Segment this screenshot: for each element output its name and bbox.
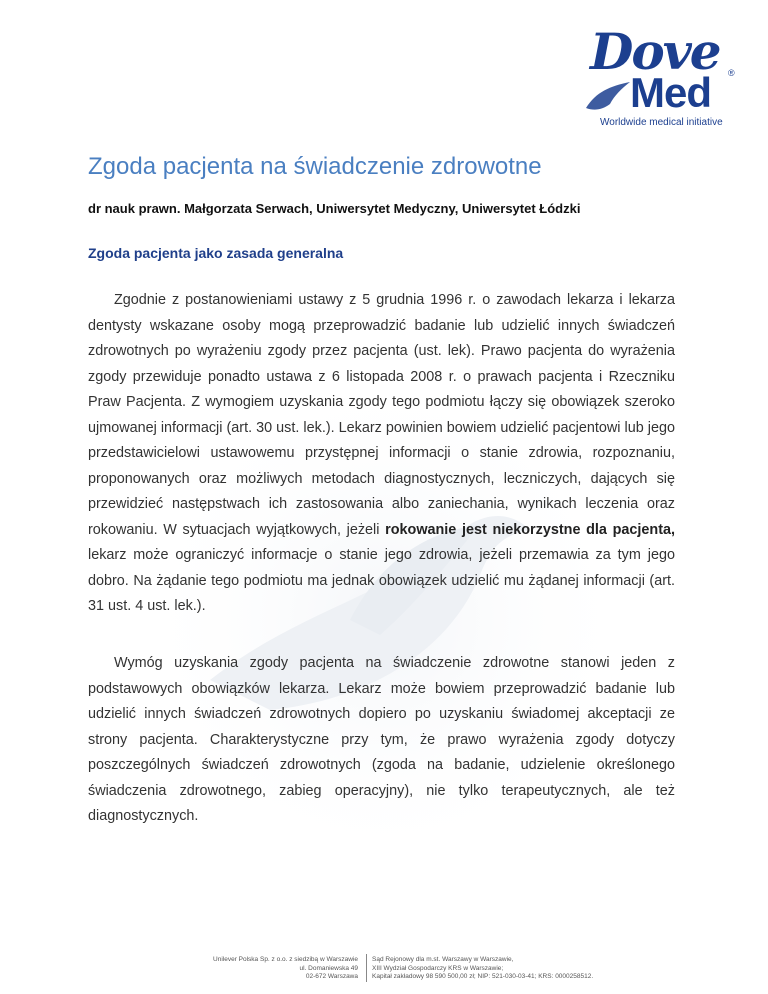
logo-tagline: Worldwide medical initiative <box>600 117 723 128</box>
paragraph-1-bold-text: rokowanie jest niekorzystne dla pacjenta, <box>385 521 675 538</box>
document-title: Zgoda pacjenta na świadczenie zdrowotne <box>88 153 542 180</box>
footer-right-line: Kapitał zakładowy 98 590 500,00 zł; NIP: 521-030-03-41; KRS: 0000258512. <box>372 973 594 980</box>
logo-dove-text: Dove <box>590 22 720 81</box>
footer-right-line: XIII Wydział Gospodarczy KRS w Warszawie; <box>372 964 504 972</box>
author-line: dr nauk prawn. Małgorzata Serwach, Uniwersytet Medyczny, Uniwersytet Łódzki <box>88 201 581 216</box>
footer-company-address <box>213 956 358 982</box>
paragraph-1-text-a: Zgodnie z postanowieniami ustawy z 5 grudnia 1996 r. o zawodach lekarza i lekarza dentysty wskazane osoby mogą przeprowadzić badanie lub udzielić innych świadczeń zdrowotnych po wyrażeniu zgody przez pacjenta (ust. lek). Prawo pacjenta do wyrażenia zgody przewiduje ponadto ustawa z 6 listopada 2008 r. o prawach pacjenta i Rzeczniku Praw Pacjenta. Z wymogiem uzyskania zgody tego podmiotu łączy się obowiązek szeroko ujmowanej informacji (art. 30 ust. lek.). Lekarz powinien bowiem udzielić pacjentowi lub jego przedstawicielowi ustawowemu przystępnej informacji o stanie zdrowia, rozpoznaniu, proponowanych oraz możliwych metodach diagnostycznych, leczniczych, dających się przewidzieć następstwach ich zastosowania albo zaniechania, wynikach leczenia oraz rokowaniu. W sytuacjach wyjątkowych, jeżeli <box>88 292 675 538</box>
paragraph-2 <box>88 651 675 830</box>
footer-registration-info <box>372 956 593 982</box>
logo-registered-mark: ® <box>728 68 735 78</box>
footer-divider <box>366 954 367 982</box>
section-heading: Zgoda pacjenta jako zasada generalna <box>88 245 344 261</box>
paragraph-2-text: Wymóg uzyskania zgody pacjenta na świadczenie zdrowotne stanowi jeden z podstawowych obowiązków lekarza. Lekarz może bowiem przeprowadzić badanie lub udzielić innych świadczeń zdrowotnych dopiero po uzyskaniu świadomej akceptacji ze strony pacjenta. Charakterystyczne przy tym, że prawo wyrażenia zgody dotyczy poszczególnych świadczeń zdrowotnych (zgoda na badanie, udzielenie określonego świadczenia zdrowotnego, zabieg operacyjny), nie tylko terapeutycznych, ale też diagnostycznych. <box>88 655 675 824</box>
footer-left-line: ul. Domaniewska 49 <box>299 964 358 972</box>
dove-med-logo <box>582 22 752 132</box>
footer-right-line: Sąd Rejonowy dla m.st. Warszawy w Warszawie, <box>372 956 514 963</box>
paragraph-1 <box>88 288 675 620</box>
logo-med-text: Med <box>630 69 711 116</box>
paragraph-1-text-b: lekarz może ograniczyć informacje o stanie jego zdrowia, jeżeli przemawia za tym jego dobro. Na żądanie tego podmiotu ma jednak obowiązek udzielić mu żądanej informacji (art. 31 ust. 4 ust. lek.). <box>88 547 675 614</box>
dove-wing-icon <box>584 78 634 114</box>
footer-left-line: 02-672 Warszawa <box>305 973 358 980</box>
footer-left-line: Unilever Polska Sp. z o.o. z siedzibą w Warszawie <box>213 956 358 963</box>
page-footer <box>0 956 768 986</box>
